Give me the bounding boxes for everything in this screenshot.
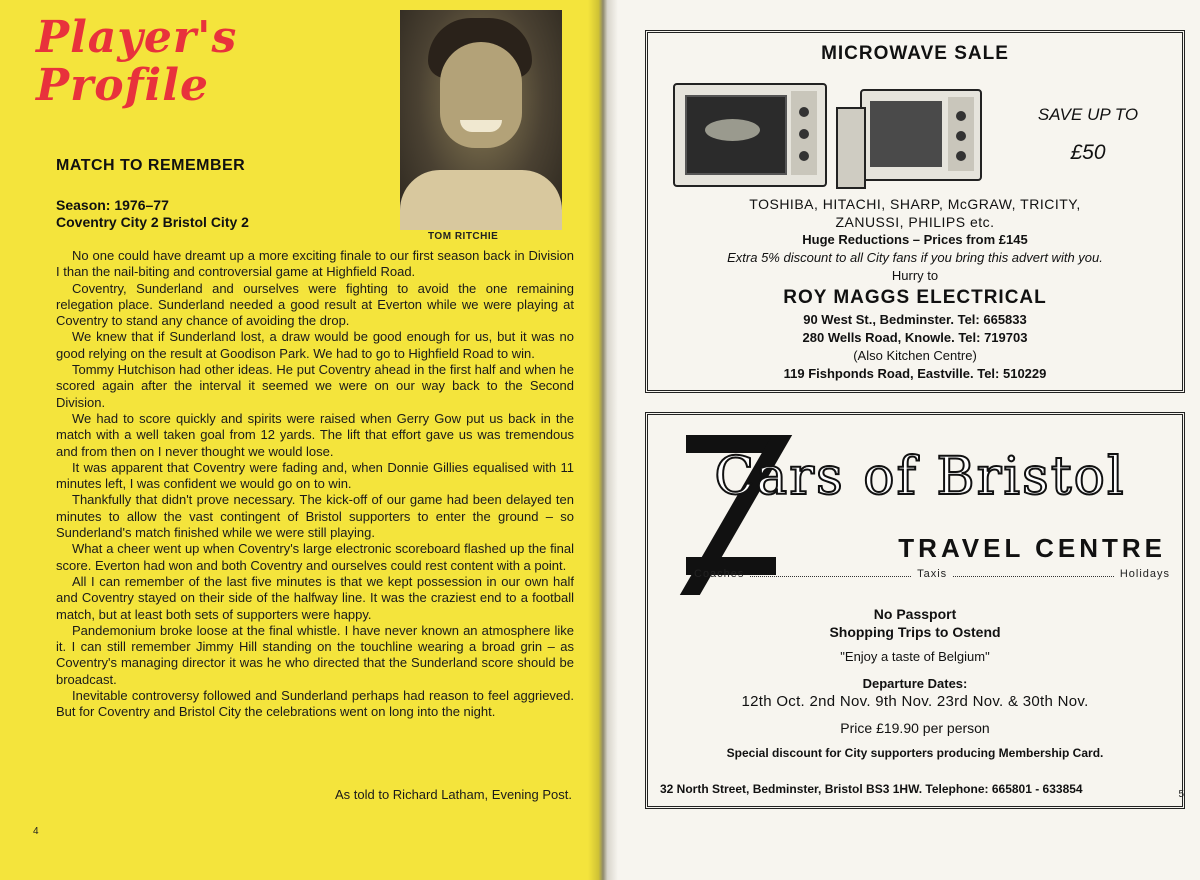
departure-dates: 12th Oct. 2nd Nov. 9th Nov. 23rd Nov. & 30th Nov. bbox=[741, 693, 1089, 710]
knob-icon bbox=[799, 151, 809, 161]
paragraph: Thankfully that didn't prove necessary. The kick-off of our game had been delayed ten minutes to allow the vast contingent of Bristol supporters to enter the ground – so Sunderland's match finished while we were still playing. bbox=[56, 492, 574, 541]
special-discount: Special discount for City supporters producing Membership Card. bbox=[726, 746, 1104, 760]
knob-icon bbox=[956, 131, 966, 141]
paragraph: We had to score quickly and spirits were raised when Gerry Gow put us back in the match with a well taken goal from 12 yards. The lift that effort gave us was tremendous and from then on I never thought we would lose. bbox=[56, 410, 574, 459]
microwave-food bbox=[705, 119, 760, 141]
knob-icon bbox=[956, 111, 966, 121]
knob-icon bbox=[956, 151, 966, 161]
price: Price £19.90 per person bbox=[840, 720, 990, 736]
save-amount: £50 bbox=[1070, 141, 1106, 164]
save-label: SAVE UP TO bbox=[1037, 105, 1139, 124]
paragraph: All I can remember of the last five minutes is that we kept possession in our own half and Coventry stayed on their side of the halfway line. It was the craziest end to a football match, but at least both sets of supporters were happy. bbox=[56, 573, 574, 622]
hurry-text: Hurry to bbox=[891, 268, 939, 283]
paragraph: Inevitable controversy followed and Sunderland perhaps had reason to feel aggrieved. But for Coventry and Bristol City the celebrations went on long into the night. bbox=[56, 688, 574, 720]
reductions: Huge Reductions – Prices from £145 bbox=[802, 232, 1028, 247]
paragraph: It was apparent that Coventry were fading and, when Donnie Gillies equalised with 11 minutes left, I was confident we would go on to win. bbox=[56, 459, 574, 492]
shopping-trips: Shopping Trips to Ostend bbox=[829, 624, 1001, 640]
article-credit: As told to Richard Latham, Evening Post. bbox=[334, 787, 572, 802]
company-address: 32 North Street, Bedminster, Bristol BS3 1HW. Telephone: 665801 - 633854 bbox=[660, 782, 1083, 796]
knob-icon bbox=[799, 129, 809, 139]
shop-address: 280 Wells Road, Knowle. Tel: 719703 bbox=[802, 330, 1028, 345]
paragraph: We knew that if Sunderland lost, a draw would be good enough for us, but it was no good relying on the result at Goodison Park. We had to go to Highfield Road to win. bbox=[56, 329, 574, 361]
ad-body bbox=[648, 195, 1182, 383]
paragraph: Pandemonium broke loose at the final whistle. I have never known an atmosphere like it. I can still remember Jimmy Hill standing on the touchline wearing a broad grin – as Coventry's managing director it was he who directed that the Sunderland score should be broadcast. bbox=[56, 622, 574, 687]
shop-address: 119 Fishponds Road, Eastville. Tel: 510229 bbox=[783, 366, 1047, 381]
section-heading: MATCH TO REMEMBER bbox=[56, 157, 246, 174]
knob-icon bbox=[799, 107, 809, 117]
save-callout bbox=[1028, 105, 1148, 165]
page-number-right: 5 bbox=[1178, 789, 1184, 800]
brands-line-1: TOSHIBA, HITACHI, SHARP, McGRAW, TRICITY, bbox=[749, 196, 1081, 212]
departure-heading: Departure Dates: bbox=[862, 676, 968, 691]
shop-address: 90 West St., Bedminster. Tel: 665833 bbox=[803, 312, 1027, 327]
microwave-control-panel bbox=[791, 91, 817, 175]
player-photo bbox=[400, 10, 562, 230]
dot-leader bbox=[953, 568, 1114, 577]
service-taxis: Taxis bbox=[917, 568, 948, 580]
kitchen-centre: (Also Kitchen Centre) bbox=[853, 348, 977, 363]
shop-name: ROY MAGGS ELECTRICAL bbox=[783, 287, 1047, 308]
microwave-sale-ad bbox=[645, 30, 1185, 393]
company-logo: Cars of Bristol bbox=[714, 447, 1126, 507]
article-body bbox=[56, 248, 574, 721]
services-line bbox=[694, 568, 1170, 580]
title-line-2: Profile bbox=[36, 60, 209, 111]
paragraph: What a cheer went up when Coventry's large electronic scoreboard flashed up the final score. Everton had won and both Coventry and ourselves could rest content with a point. bbox=[56, 541, 574, 573]
match-result: Coventry City 2 Bristol City 2 bbox=[56, 214, 249, 230]
brands-line-2: ZANUSSI, PHILIPS etc. bbox=[835, 214, 995, 230]
page-title bbox=[36, 14, 237, 110]
paragraph: No one could have dreamt up a more exciting finale to our first season back in Division I than the nail-biting and controversial game at Highfield Road. bbox=[56, 248, 574, 280]
microwave-open-illustration bbox=[860, 89, 982, 181]
page-number-left: 4 bbox=[33, 826, 39, 837]
dot-leader bbox=[750, 568, 911, 577]
photo-caption: TOM RITCHIE bbox=[428, 231, 499, 242]
right-page bbox=[605, 0, 1200, 880]
book-gutter bbox=[588, 0, 618, 880]
title-line-1: Player's bbox=[36, 12, 238, 63]
ad-title: MICROWAVE SALE bbox=[821, 43, 1009, 64]
season-info bbox=[56, 197, 249, 231]
photo-smile bbox=[460, 120, 502, 132]
travel-centre: TRAVEL CENTRE bbox=[898, 533, 1166, 563]
no-passport: No Passport bbox=[873, 606, 957, 622]
paragraph: Tommy Hutchison had other ideas. He put Coventry ahead in the first half and when he scored again after the interval it seemed we were on our way back to the Second Division. bbox=[56, 362, 574, 410]
photo-face bbox=[440, 42, 522, 148]
paragraph: Coventry, Sunderland and ourselves were fighting to avoid the one remaining relegation place. Sunderland needed a good result at Everton while we were playing at Coventry to stand any chance of avoiding the drop. bbox=[56, 280, 574, 329]
photo-shirt bbox=[400, 170, 562, 230]
microwave-interior bbox=[870, 101, 942, 167]
cars-of-bristol-ad bbox=[645, 412, 1185, 809]
extra-discount: Extra 5% discount to all City fans if you bring this advert with you. bbox=[727, 250, 1103, 265]
service-holidays: Holidays bbox=[1119, 568, 1171, 580]
service-coaches: Coaches bbox=[694, 568, 745, 580]
microwave-door bbox=[836, 107, 866, 189]
tagline: "Enjoy a taste of Belgium" bbox=[840, 649, 990, 664]
microwave-control-panel bbox=[948, 97, 974, 171]
microwave-closed-illustration bbox=[673, 83, 827, 187]
ad-body bbox=[648, 605, 1182, 760]
season-label: Season: 1976–77 bbox=[56, 197, 169, 213]
